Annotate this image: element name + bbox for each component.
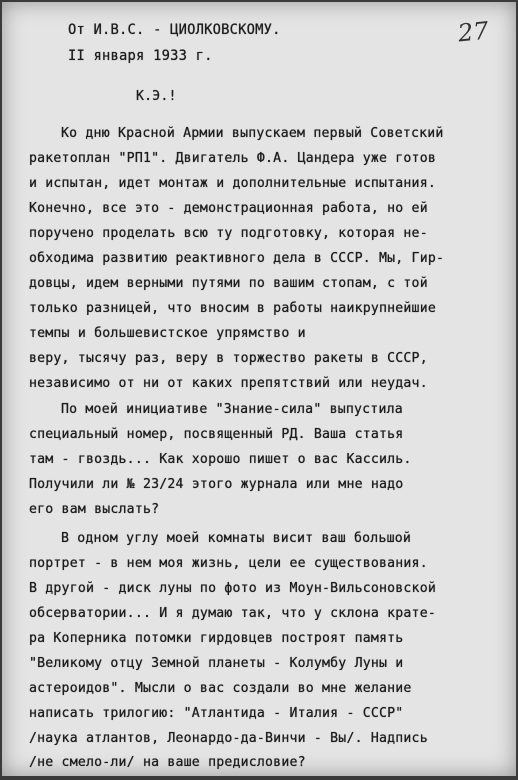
body-line: и испытан, идет монтаж и дополнительные испытания. [29,176,436,191]
body-line: По моей инициативе "Знание-сила" выпустила [61,402,403,417]
body-line: Получили ли № 23/24 этого журнала или мне надо [29,477,404,492]
body-line: Конечно, все это - демонстрационная работа, но ей [29,201,428,216]
letter-page [2,2,516,776]
body-line: там - гвоздь... Как хорошо пишет о вас Кассиль. [29,452,412,467]
header-date-line: II января 1933 г. [68,48,213,64]
page-number: 27 [456,16,490,48]
body-line: только разницей, что вносим в работы наикрупнейшие [29,301,436,316]
body-line: В другой - диск луны по фото из Моун-Вильсоновской [29,581,436,596]
body-line: обходима развитию реактивного дела в СССР. Мы, Гир- [29,251,445,266]
body-line: ракетоплан "РП1". Двигатель Ф.А. Цандера уже готов [29,151,436,166]
body-line: ра Коперника потомки гирдовцев построят память [29,631,404,646]
body-line: /наука атлантов, Леонардо-да-Винчи - Вы/. Надпись [29,731,428,746]
body-line: астероидов". Мысли о вас создали во мне желание [29,681,412,696]
body-line: /не смело-ли/ на ваше предисловие? [29,755,306,770]
body-line: обсерватории... И я думаю так, что у склона крате- [29,606,436,621]
salutation: К.Э.! [136,89,177,104]
body-line: написать трилогию: "Атлантида - Италия - СССР" [29,706,404,721]
body-line: его вам выслать? [29,502,160,517]
body-line: поручено проделать всю ту подготовку, которая не- [29,226,428,241]
body-line: В одном углу моей комнаты висит ваш большой [61,531,412,546]
body-line: независимо от ни от каких препятствий или неудач. [29,376,428,391]
body-line: Ко дню Красной Армии выпускаем первый Советский [61,126,444,141]
body-line: веру, тысячу раз, веру в торжество ракеты в СССР, [29,351,428,366]
body-line: темпы и большевистское упрямство и [29,326,306,341]
body-line: "Великому отцу Земной планеты - Колумбу Луны и [29,656,404,671]
body-line: довцы, идем верными путями по вашим стопам, с той [29,276,428,291]
header-from-line: От И.В.С. - ЦИОЛКОВСКОМУ. [68,22,281,38]
body-line: специальный номер, посвященный РД. Ваша статья [29,427,404,442]
body-line: портрет - в нем моя жизнь, цели ее существования. [29,556,428,571]
